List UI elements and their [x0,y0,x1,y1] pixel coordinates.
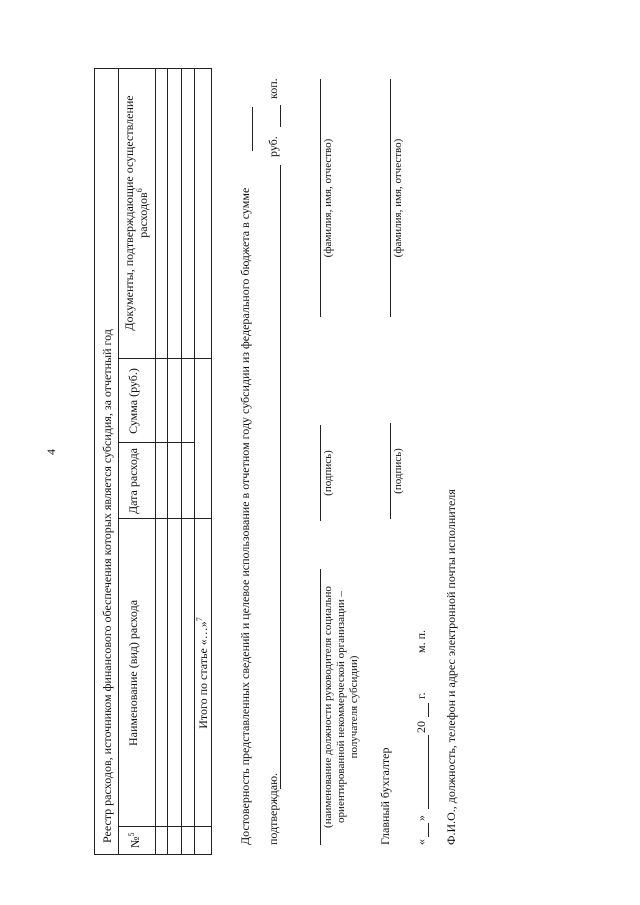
day-blank [428,823,429,837]
head-position-caption: (наименование должности руководителя социально ориентированной некоммерческой организации – получателя субсидии) [322,586,360,828]
col-date-header: Дата расхода [126,447,140,515]
head-signature-caption: (подпись) [322,450,334,496]
col-docs-footnote: 6 [135,188,144,193]
chief-accountant-label: Главный бухгалтер [378,747,392,845]
registry-title: Реестр расходов, источником финансового обеспечения которых является субсидия, за отчетный год [100,329,114,843]
col-sum-header: Сумма (руб.) [126,368,140,434]
col-docs-header [122,73,150,353]
head-position-line [320,569,321,845]
year-suffix: г. [414,692,428,699]
month-blank [428,735,429,809]
amount-rub-blank [252,107,253,151]
kop-label: коп. [266,78,280,99]
amount-kop-blank [280,105,281,127]
row-separator-2 [181,68,182,855]
attestation-line1: Достоверность представленных сведений и целевое использование в отчетном году субсидии из федерального бюджета в сумме [238,187,252,845]
date-century: 20 [414,721,428,733]
executor-info: Ф.И.О., должность, телефон и адрес электронной почты исполнителя [444,489,458,845]
total-footnote: 7 [195,617,204,622]
col-name-header: Наименование (вид) расхода [126,599,140,747]
col-docs-label: Документы, подтверждающие осуществление расходов [122,95,150,331]
col-num-footnote: 5 [127,832,136,837]
header-separator [155,68,156,855]
title-separator [118,68,119,855]
chief-signature-caption: (подпись) [392,448,404,494]
year-blank [428,703,429,717]
head-name-caption: (фамилия, имя, отчество) [322,138,334,258]
total-label [196,519,210,827]
total-label-text: Итого по статье «…» [196,621,210,729]
col-num-label: № [128,836,142,848]
amount-words-blank [280,165,281,789]
head-signature-line [320,425,321,521]
date-close-quote: » [414,815,428,821]
date-open-quote: « [414,839,428,845]
col-num-header [128,833,142,848]
attestation-line2: подтверждаю. [266,772,280,845]
rub-label: руб. [266,136,280,157]
chief-name-line [390,79,391,317]
head-name-line [320,79,321,317]
row-separator-1 [167,68,168,855]
chief-signature-line [390,423,391,519]
chief-name-caption: (фамилия, имя, отчество) [392,138,404,258]
seal-label: м. п. [414,629,428,653]
row-separator-3 [194,68,195,855]
page-number: 4 [44,449,58,455]
